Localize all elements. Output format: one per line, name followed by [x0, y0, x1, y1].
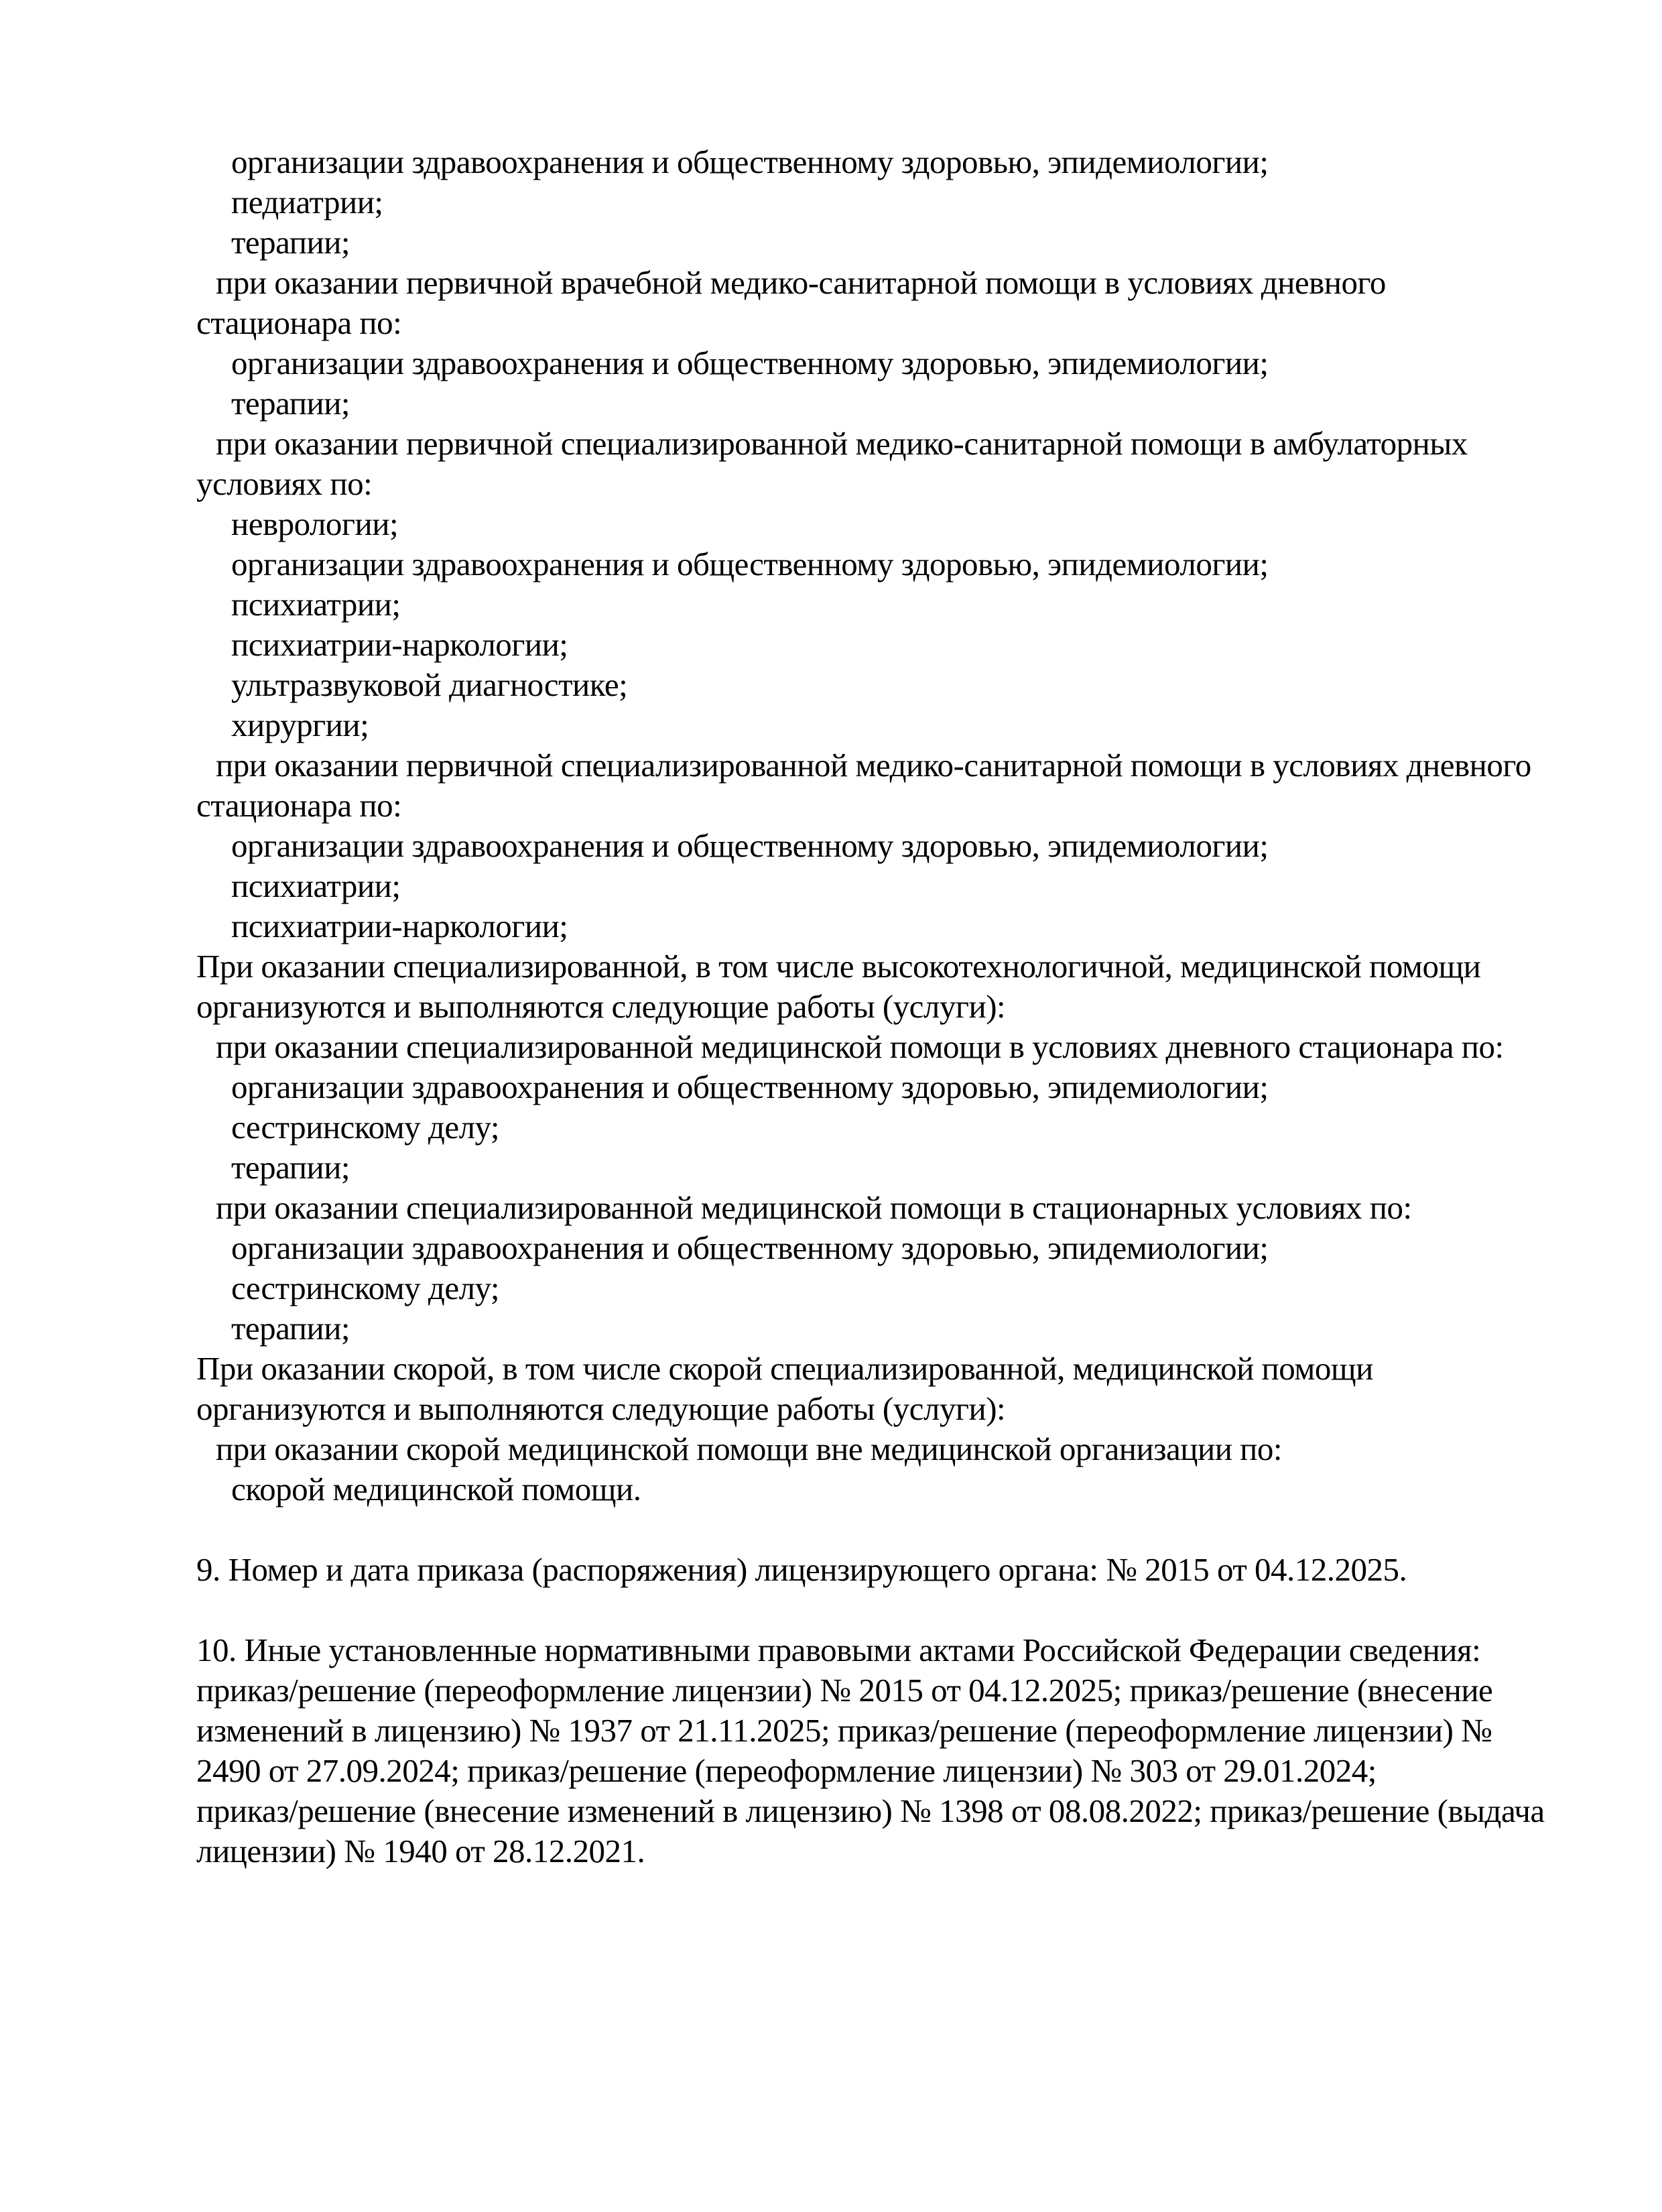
- document-line: организации здравоохранения и общественному здоровью, эпидемиологии;: [231, 143, 1269, 180]
- document-blank-line: [196, 1590, 1588, 1630]
- document-line: ультразвуковой диагностике;: [231, 666, 628, 703]
- document-line: терапии;: [231, 1149, 350, 1186]
- document-line: организуются и выполняются следующие работы (услуги):: [196, 988, 1006, 1025]
- document-line: психиатрии-наркологии;: [231, 908, 568, 944]
- document-text-block: [196, 142, 1588, 1871]
- document-line: при оказании специализированной медицинской помощи в условиях дневного стационара по:: [216, 1028, 1504, 1065]
- document-line: психиатрии;: [231, 586, 401, 623]
- document-line: терапии;: [231, 224, 350, 261]
- document-line: приказ/решение (внесение изменений в лицензию) № 1398 от 08.08.2022; приказ/решение (выдача: [196, 1792, 1545, 1829]
- document-line: сестринскому делу;: [231, 1270, 500, 1306]
- document-line: 10. Иные установленные нормативными правовыми актами Российской Федерации сведения:: [196, 1632, 1481, 1668]
- document-line: при оказании специализированной медицинской помощи в стационарных условиях по:: [216, 1189, 1412, 1226]
- document-line: при оказании первичной врачебной медико-санитарной помощи в условиях дневного: [216, 264, 1386, 301]
- document-line: хирургии;: [231, 706, 369, 743]
- document-line: организации здравоохранения и общественному здоровью, эпидемиологии;: [231, 546, 1269, 582]
- document-line: 2490 от 27.09.2024; приказ/решение (переоформление лицензии) № 303 от 29.01.2024;: [196, 1752, 1377, 1789]
- document-line: скорой медицинской помощи.: [231, 1471, 641, 1508]
- document-line: сестринскому делу;: [231, 1109, 500, 1146]
- document-line: педиатрии;: [231, 184, 383, 221]
- document-line: При оказании специализированной, в том числе высокотехнологичной, медицинской помощи: [196, 948, 1481, 985]
- document-line: 9. Номер и дата приказа (распоряжения) лицензирующего органа: № 2015 от 04.12.2025.: [196, 1551, 1407, 1588]
- document-line: психиатрии;: [231, 867, 401, 904]
- document-line: организуются и выполняются следующие работы (услуги):: [196, 1390, 1006, 1427]
- document-line: при оказании скорой медицинской помощи вне медицинской организации по:: [216, 1430, 1283, 1467]
- document-line: терапии;: [231, 385, 350, 422]
- document-line: при оказании первичной специализированной медико-санитарной помощи в условиях дневного: [216, 747, 1531, 784]
- document-line: приказ/решение (переоформление лицензии) № 2015 от 04.12.2025; приказ/решение (внесение: [196, 1672, 1493, 1709]
- document-line: организации здравоохранения и общественному здоровью, эпидемиологии;: [231, 1068, 1269, 1105]
- document-line: психиатрии-наркологии;: [231, 626, 568, 663]
- document-line: при оказании первичной специализированной медико-санитарной помощи в амбулаторных: [216, 425, 1468, 462]
- document-line: лицензии) № 1940 от 28.12.2021.: [196, 1833, 645, 1869]
- document-line: стационара по:: [196, 787, 402, 824]
- document-line: условиях по:: [196, 465, 373, 502]
- document-blank-line: [196, 1510, 1588, 1550]
- document-line: организации здравоохранения и общественному здоровью, эпидемиологии;: [231, 345, 1269, 381]
- document-line: неврологии;: [231, 505, 399, 542]
- document-line: При оказании скорой, в том числе скорой специализированной, медицинской помощи: [196, 1350, 1373, 1387]
- document-line: изменений в лицензию) № 1937 от 21.11.2025; приказ/решение (переоформление лицензии) №: [196, 1712, 1492, 1749]
- document-line: организации здравоохранения и общественному здоровью, эпидемиологии;: [231, 1229, 1269, 1266]
- document-line: организации здравоохранения и общественному здоровью, эпидемиологии;: [231, 827, 1269, 864]
- document-line: стационара по:: [196, 304, 402, 341]
- document-line: терапии;: [231, 1310, 350, 1347]
